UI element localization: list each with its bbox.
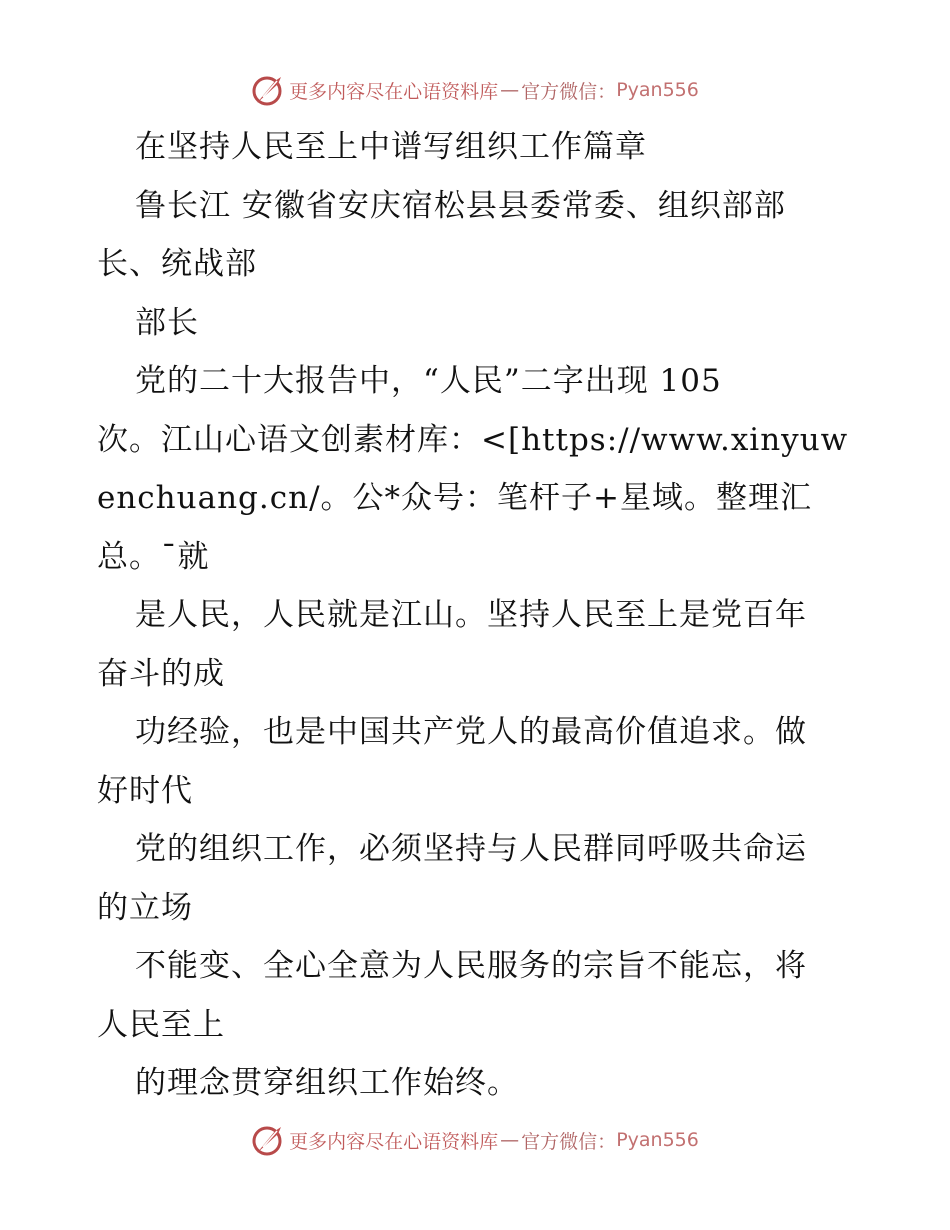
feather-logo-icon — [251, 1123, 285, 1157]
text-line: 总。¯就 — [97, 538, 210, 575]
watermark-account: Pyan556 — [616, 79, 699, 101]
text-line: 是人民，人民就是江山。坚持人民至上是党百年 — [135, 597, 807, 633]
document-body — [97, 118, 857, 1113]
text-line: 长、统战部 — [97, 246, 257, 282]
text-line: 奋斗的成 — [97, 655, 225, 692]
watermark-wechat-label: 官方微信： — [521, 1130, 617, 1153]
text-line: enchuang.cn/。公*众号：笔杆子+星域。整理汇 — [97, 480, 812, 516]
text-line: 在坚持人民至上中谱写组织工作篇章 — [135, 129, 647, 165]
watermark-separator: — — [500, 79, 520, 101]
watermark-brand: 更多内容尽在心语资料库 — [289, 80, 499, 103]
watermark-account: Pyan556 — [616, 1129, 699, 1151]
text-line: 的立场 — [97, 889, 193, 926]
feather-logo-icon — [251, 73, 285, 107]
header-watermark — [0, 72, 950, 108]
text-line: 鲁长江 安徽省安庆宿松县县委常委、组织部部 — [135, 187, 786, 224]
text-line: 次。江山心语文创素材库：<[https://www.xinyuw — [97, 421, 849, 458]
text-line: 好时代 — [97, 772, 193, 809]
text-line: 功经验，也是中国共产党人的最高价值追求。做 — [135, 714, 807, 750]
watermark-wechat-label: 官方微信： — [521, 80, 617, 103]
text-line: 党的组织工作，必须坚持与人民群同呼吸共命运 — [135, 831, 807, 867]
text-line: 的理念贯穿组织工作始终。 — [135, 1065, 519, 1101]
text-line: 党的二十大报告中，“人民”二字出现 105 — [135, 363, 722, 399]
text-line: 部长 — [135, 304, 199, 341]
watermark-brand: 更多内容尽在心语资料库 — [289, 1130, 499, 1153]
watermark-separator: — — [500, 1129, 520, 1151]
text-line: 不能变、全心全意为人民服务的宗旨不能忘，将 — [135, 948, 807, 984]
text-line: 人民至上 — [97, 1006, 225, 1043]
footer-watermark — [0, 1122, 950, 1158]
